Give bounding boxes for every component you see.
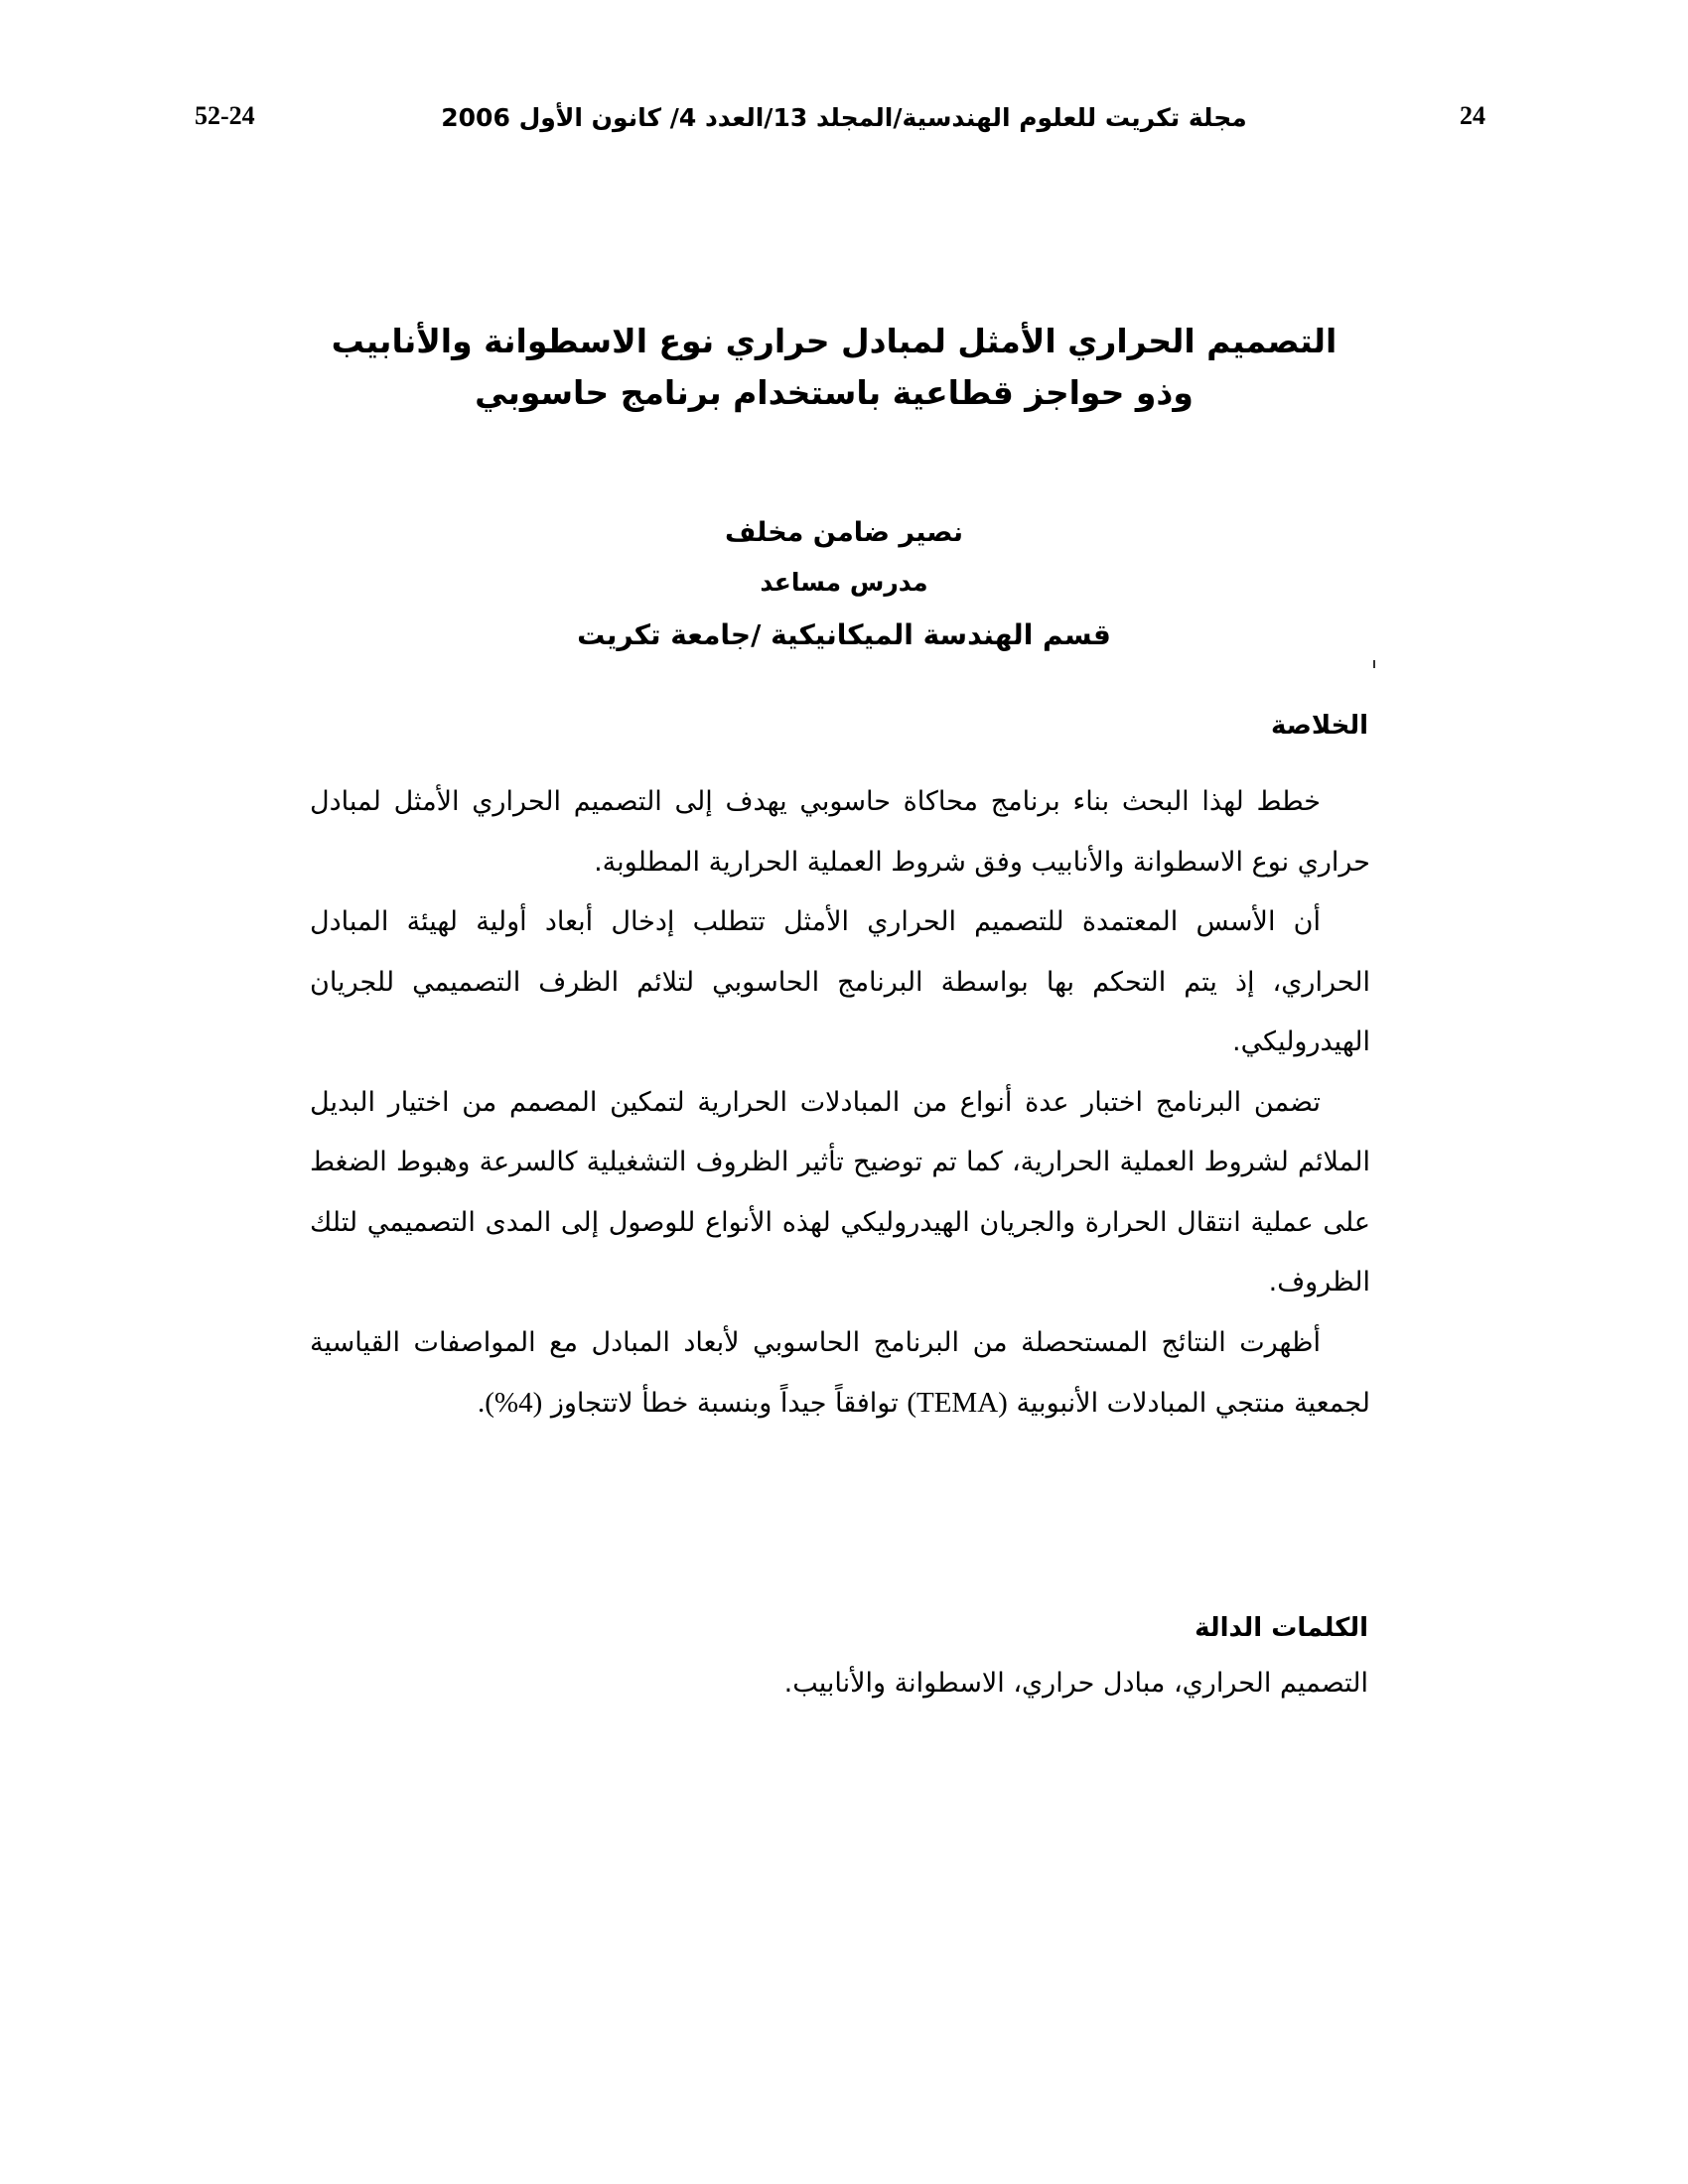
keywords-heading: الكلمات الدالة [1195, 1613, 1368, 1643]
abstract-paragraph: أن الأسس المعتمدة للتصميم الحراري الأمثل تتطلب إدخال أبعاد أولية لهيئة المبادل الحراري، إذ يتم التحكم بها بواسطة البرنامج الحاسوبي لتلائم الظرف التصميمي للجريان الهيدروليكي. [310, 906, 1370, 1057]
abstract-paragraph-results [310, 1313, 1370, 1434]
abstract-heading: الخلاصة [1270, 711, 1368, 741]
error-percentage: (4%). [478, 1387, 543, 1419]
journal-citation: مجلة تكريت للعلوم الهندسية/المجلد 13/العدد 4/ كانون الأول 2006 [441, 103, 1247, 132]
paper-title: التصميم الحراري الأمثل لمبادل حراري نوع الاسطوانة والأنابيب وذو حواجز قطاعية باستخدام برنامج حاسوبي [331, 322, 1337, 412]
keywords-list: التصميم الحراري، مبادل حراري، الاسطوانة والأنابيب. [783, 1668, 1368, 1699]
author-name: نصير ضامن مخلف [725, 517, 963, 548]
abstract-paragraph: تضمن البرنامج اختبار عدة أنواع من المبادلات الحرارية لتمكين المصمم من اختيار البديل الملائم لشروط العملية الحرارية، كما تم توضيح تأثير الظروف التشغيلية كالسرعة وهبوط الضغط على عملية انتقال الحرارة والجريان الهيدروليكي لهذه الأنواع للوصول إلى المدى التصميمي لتلك الظروف. [310, 1086, 1370, 1297]
tema-acronym: (TEMA) [907, 1387, 1008, 1419]
author-rank: مدرس مساعد [760, 568, 928, 597]
results-text-before: أظهرت النتائج المستحصلة من البرنامج الحاسوبي لأبعاد المبادل مع المواصفات القياسية لجمعية منتجي المبادلات الأنبوبية [310, 1326, 1370, 1419]
results-text-after: توافقاً جيداً وبنسبة خطأ لاتتجاوز [550, 1388, 899, 1419]
journal-running-header [0, 103, 1688, 132]
author-block [0, 508, 1688, 663]
page-range: 52-24 [195, 101, 255, 130]
scan-artifact [1373, 660, 1375, 668]
abstract-paragraph: خطط لهذا البحث بناء برنامج محاكاة حاسوبي يهدف إلى التصميم الحراري الأمثل لمبادل حراري نوع الاسطوانة والأنابيب وفق شروط العملية الحرارية المطلوبة. [310, 786, 1370, 878]
page-number: 24 [1460, 101, 1485, 130]
abstract-body [310, 772, 1370, 1434]
author-affiliation: قسم الهندسة الميكانيكية /جامعة تكريت [577, 618, 1111, 651]
